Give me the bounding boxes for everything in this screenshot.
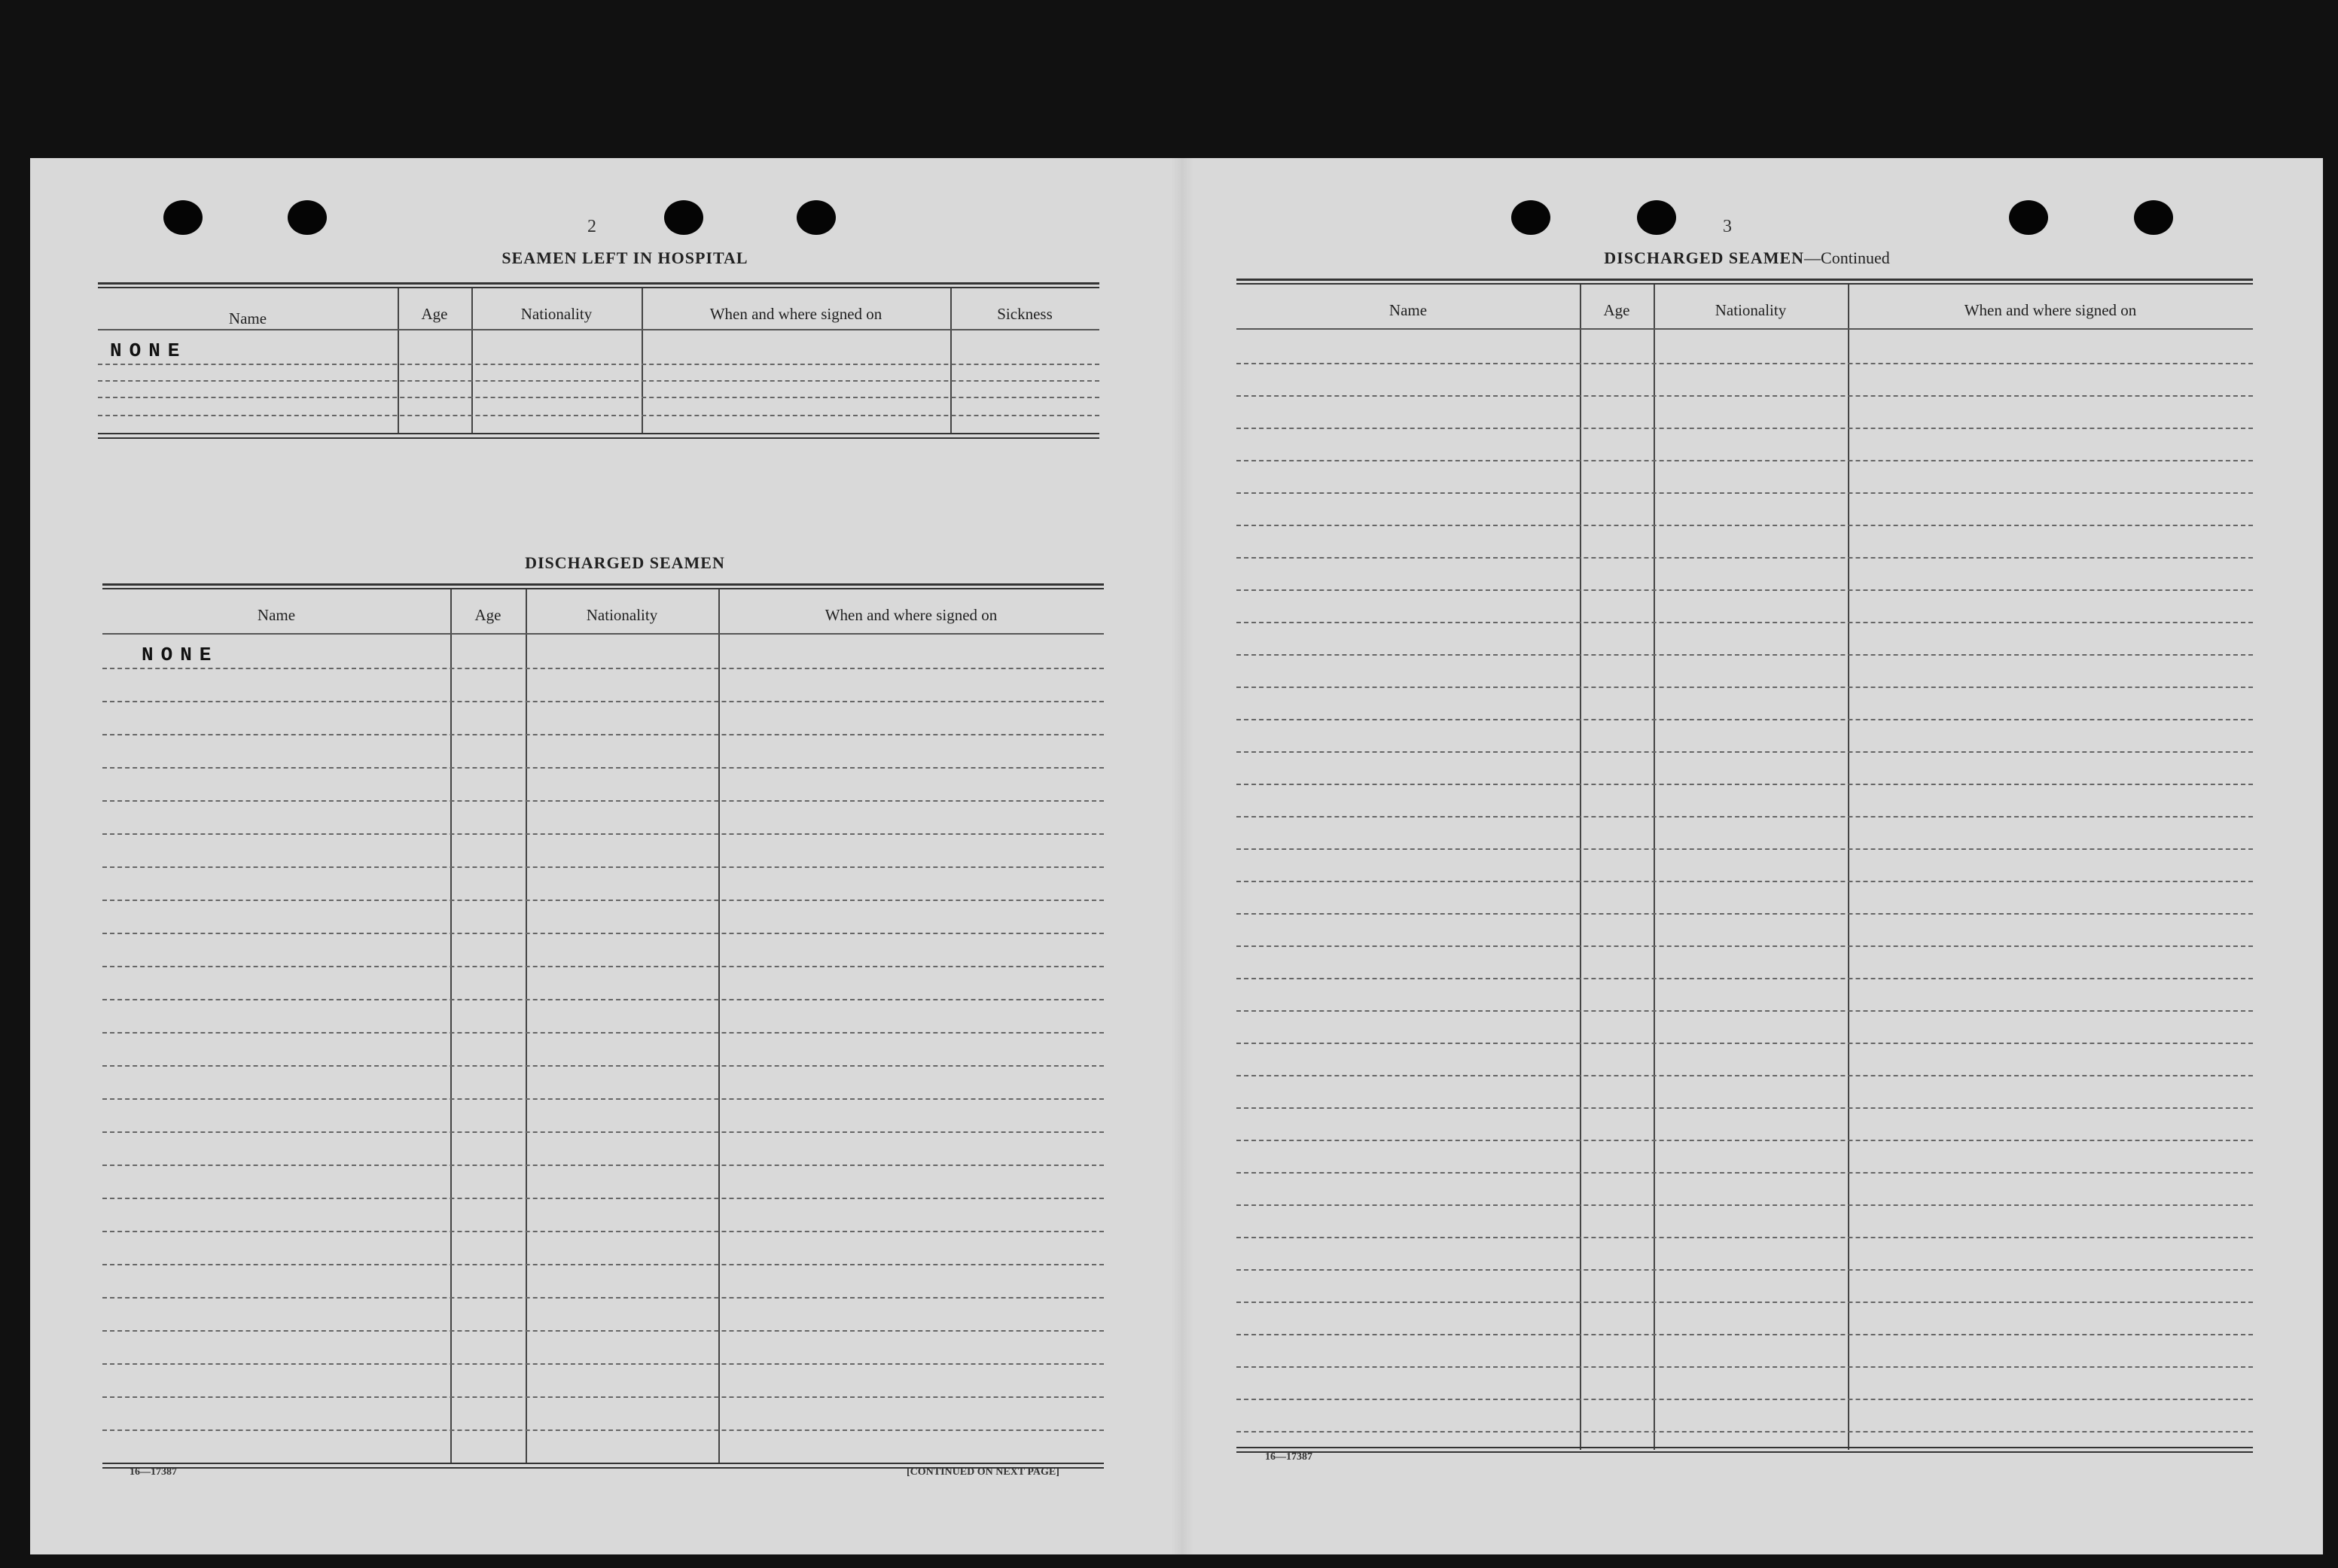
document-sheet	[30, 158, 2323, 1554]
discharged-col-signed-on: When and where signed on	[825, 606, 998, 624]
punch-hole	[664, 200, 703, 235]
hospital-col-signed-on: When and where signed on	[709, 305, 882, 323]
hospital-col-age: Age	[421, 305, 448, 323]
right-col-age: Age	[1603, 301, 1630, 319]
discharged-continued-title-main: DISCHARGED SEAMEN	[1604, 248, 1805, 267]
discharged-col-nationality: Nationality	[586, 606, 658, 624]
discharged-table-right	[1236, 279, 2253, 1453]
form-number-left: 16—17387	[130, 1466, 177, 1478]
page-number-left: 2	[587, 217, 596, 236]
punch-hole	[797, 200, 836, 235]
punch-hole	[163, 200, 203, 235]
discharged-continued-title-suffix: —Continued	[1804, 248, 1890, 267]
right-col-signed-on: When and where signed on	[1964, 301, 2137, 319]
discharged-col-age: Age	[474, 606, 501, 624]
page-number-right: 3	[1723, 217, 1732, 236]
discharged-continued-title	[1250, 248, 2244, 268]
hospital-table	[98, 282, 1099, 440]
form-number-right: 16—17387	[1265, 1451, 1312, 1463]
punch-hole	[1511, 200, 1550, 235]
punch-hole	[288, 200, 327, 235]
discharged-col-name: Name	[257, 606, 296, 624]
discharged-row-name: NONE	[142, 644, 219, 666]
punch-hole	[2134, 200, 2173, 235]
hospital-section-title: SEAMEN LEFT IN HOSPITAL	[501, 248, 748, 267]
continued-note: [CONTINUED ON NEXT PAGE]	[907, 1466, 1059, 1478]
discharged-table-left	[102, 583, 1104, 1468]
punch-hole	[1637, 200, 1676, 235]
right-col-nationality: Nationality	[1715, 301, 1787, 319]
hospital-col-nationality: Nationality	[520, 305, 593, 323]
hospital-col-sickness: Sickness	[997, 305, 1053, 323]
discharged-section-title: DISCHARGED SEAMEN	[525, 553, 725, 572]
hospital-row-name: NONE	[110, 339, 187, 362]
right-col-name: Name	[1388, 301, 1428, 319]
hospital-col-name: Name	[228, 309, 267, 327]
punch-hole	[2009, 200, 2048, 235]
